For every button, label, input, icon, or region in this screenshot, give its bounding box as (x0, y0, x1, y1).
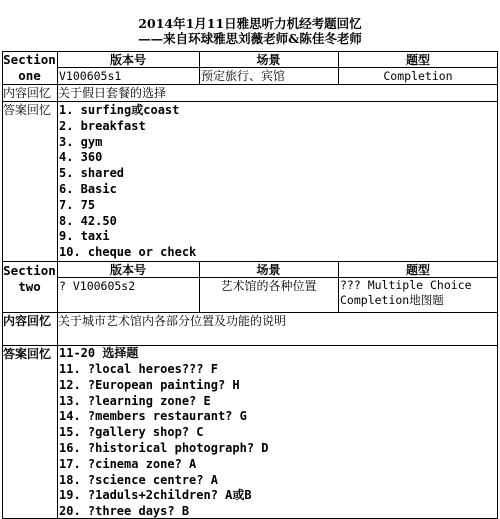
document-subtitle: ——来自环球雅思刘薇老师&陈佳冬老师 (138, 31, 362, 46)
section-one-version: V100605s1 (59, 69, 122, 83)
answer-item: 18. ?science centre? A (59, 472, 218, 487)
answer-item: 3. gym (59, 134, 103, 149)
section-two-answers-title: 11-20 选择题 (59, 346, 139, 360)
answer-item: 1. surfing或coast (59, 103, 180, 117)
section-one-answer-list (59, 103, 496, 260)
section-two-version-header: 版本号 (109, 263, 146, 277)
section-one-scene: 预定旅行、宾馆 (201, 69, 286, 83)
answer-item: 17. ?cinema zone? A (59, 456, 197, 471)
section-one-type-header: 题型 (405, 53, 430, 67)
section-one-version-header: 版本号 (109, 53, 146, 67)
answer-item: 7. 75 (59, 197, 96, 212)
answer-item: 15. ?gallery shop? C (59, 425, 204, 440)
answer-item: 6. Basic (59, 181, 117, 196)
answer-item: 9. taxi (59, 229, 110, 244)
section-one-label (2, 52, 57, 84)
section-two-type-line2: Completion地图题 (340, 293, 444, 307)
answer-item: 8. 42.50 (59, 213, 117, 228)
section-two-type-header: 题型 (405, 263, 430, 277)
answer-item: 11. ?local heroes??? F (59, 362, 218, 376)
answer-item: 5. shared (59, 166, 125, 181)
section-two-scene-header: 场景 (256, 263, 281, 277)
answer-item: 14. ?members restaurant? G (59, 409, 247, 424)
section-one-type: Completion (383, 69, 453, 83)
answer-item: 2. breakfast (59, 118, 146, 133)
section-two-version: ? V100605s2 (59, 279, 136, 293)
section-two-type-line1: ??? Multiple Choice (340, 278, 472, 292)
section-two-content-label: 内容回忆 (3, 314, 52, 328)
section-one-answer-label: 答案回忆 (3, 103, 52, 117)
answer-item: 10. cheque or check (59, 245, 197, 260)
section-one-scene-header: 场景 (256, 53, 281, 67)
section-one-label-line1: Section (3, 52, 56, 67)
section-two-content: 关于城市艺术馆内各部分位置及功能的说明 (58, 314, 287, 328)
section-two-answer-label: 答案回忆 (3, 347, 52, 361)
answer-item: 20. ?three days? B (59, 504, 190, 518)
answer-item: 16. ?historical photograph? D (59, 440, 269, 455)
section-two-label-line2: two (18, 279, 41, 294)
section-two-answer-list (59, 362, 496, 518)
answer-item: 12. ?European painting? H (59, 377, 240, 392)
section-one-content-label: 内容回忆 (3, 86, 52, 100)
document-title: 2014年1月11日雅思听力机经考题回忆 (138, 16, 362, 31)
section-two-label-line1: Section (3, 263, 56, 278)
answer-item: 4. 360 (59, 150, 103, 165)
section-two-type (340, 278, 498, 312)
section-two-scene: 艺术馆的各种位置 (220, 279, 317, 293)
section-two-label (2, 262, 57, 296)
answer-item: 19. ?1aduls+2children? A或B (59, 488, 252, 503)
answer-item: 13. ?learning zone? E (59, 393, 211, 408)
section-one-label-line2: one (18, 68, 41, 83)
section-one-content: 关于假日套餐的选择 (58, 86, 167, 100)
